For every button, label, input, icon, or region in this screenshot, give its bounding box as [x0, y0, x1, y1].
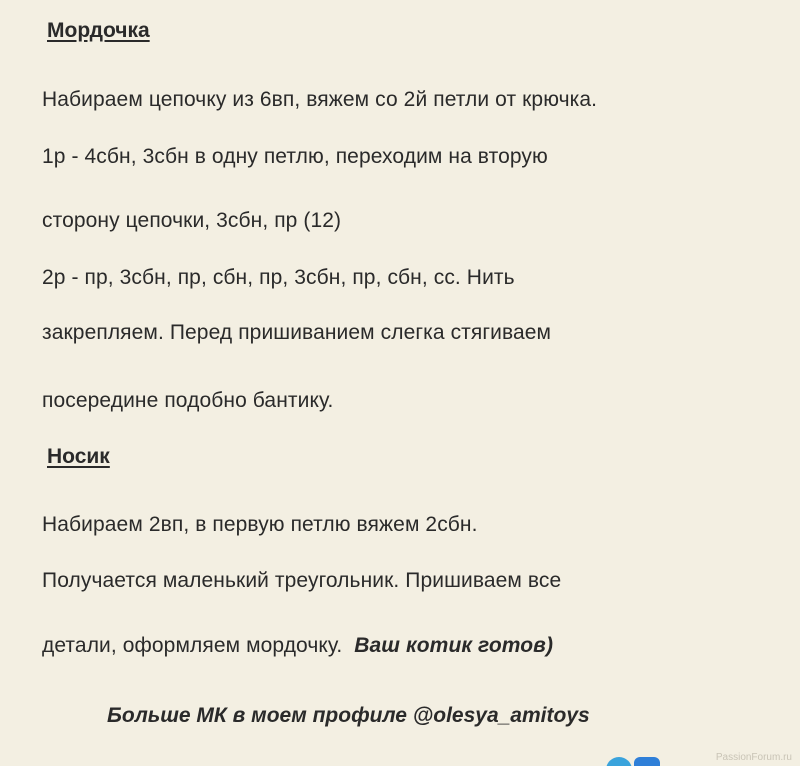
text-line: 2р - пр, 3сбн, пр, сбн, пр, 3сбн, пр, сбн, сс. Нить	[42, 266, 515, 289]
text-line: 1р - 4сбн, 3сбн в одну петлю, переходим на вторую	[42, 145, 548, 168]
text-line: Набираем цепочку из 6вп, вяжем со 2й петли от крючка.	[42, 88, 598, 111]
messenger-icons	[604, 755, 674, 766]
messenger-icon[interactable]	[634, 757, 660, 766]
text-line: закрепляем. Перед пришиванием слегка стягиваем	[42, 321, 552, 344]
text-line: посередине подобно бантику.	[42, 389, 334, 412]
emphasis-text: Ваш котик готов)	[354, 634, 554, 657]
footer-profile-link[interactable]: Больше МК в моем профиле @olesya_amitoys	[107, 704, 590, 727]
section-heading-mordochka: Мордочка	[47, 19, 150, 42]
text-line: Получается маленький треугольник. Пришиваем все	[42, 569, 562, 592]
telegram-icon[interactable]	[606, 757, 632, 766]
watermark: PassionForum.ru	[715, 752, 792, 763]
text-line-with-emphasis	[42, 633, 553, 659]
text-line: сторону цепочки, 3сбн, пр (12)	[42, 209, 342, 232]
text-line: Набираем 2вп, в первую петлю вяжем 2сбн.	[42, 513, 478, 536]
section-heading-nosik: Носик	[47, 445, 110, 468]
text-span: детали, оформляем мордочку.	[42, 634, 343, 657]
